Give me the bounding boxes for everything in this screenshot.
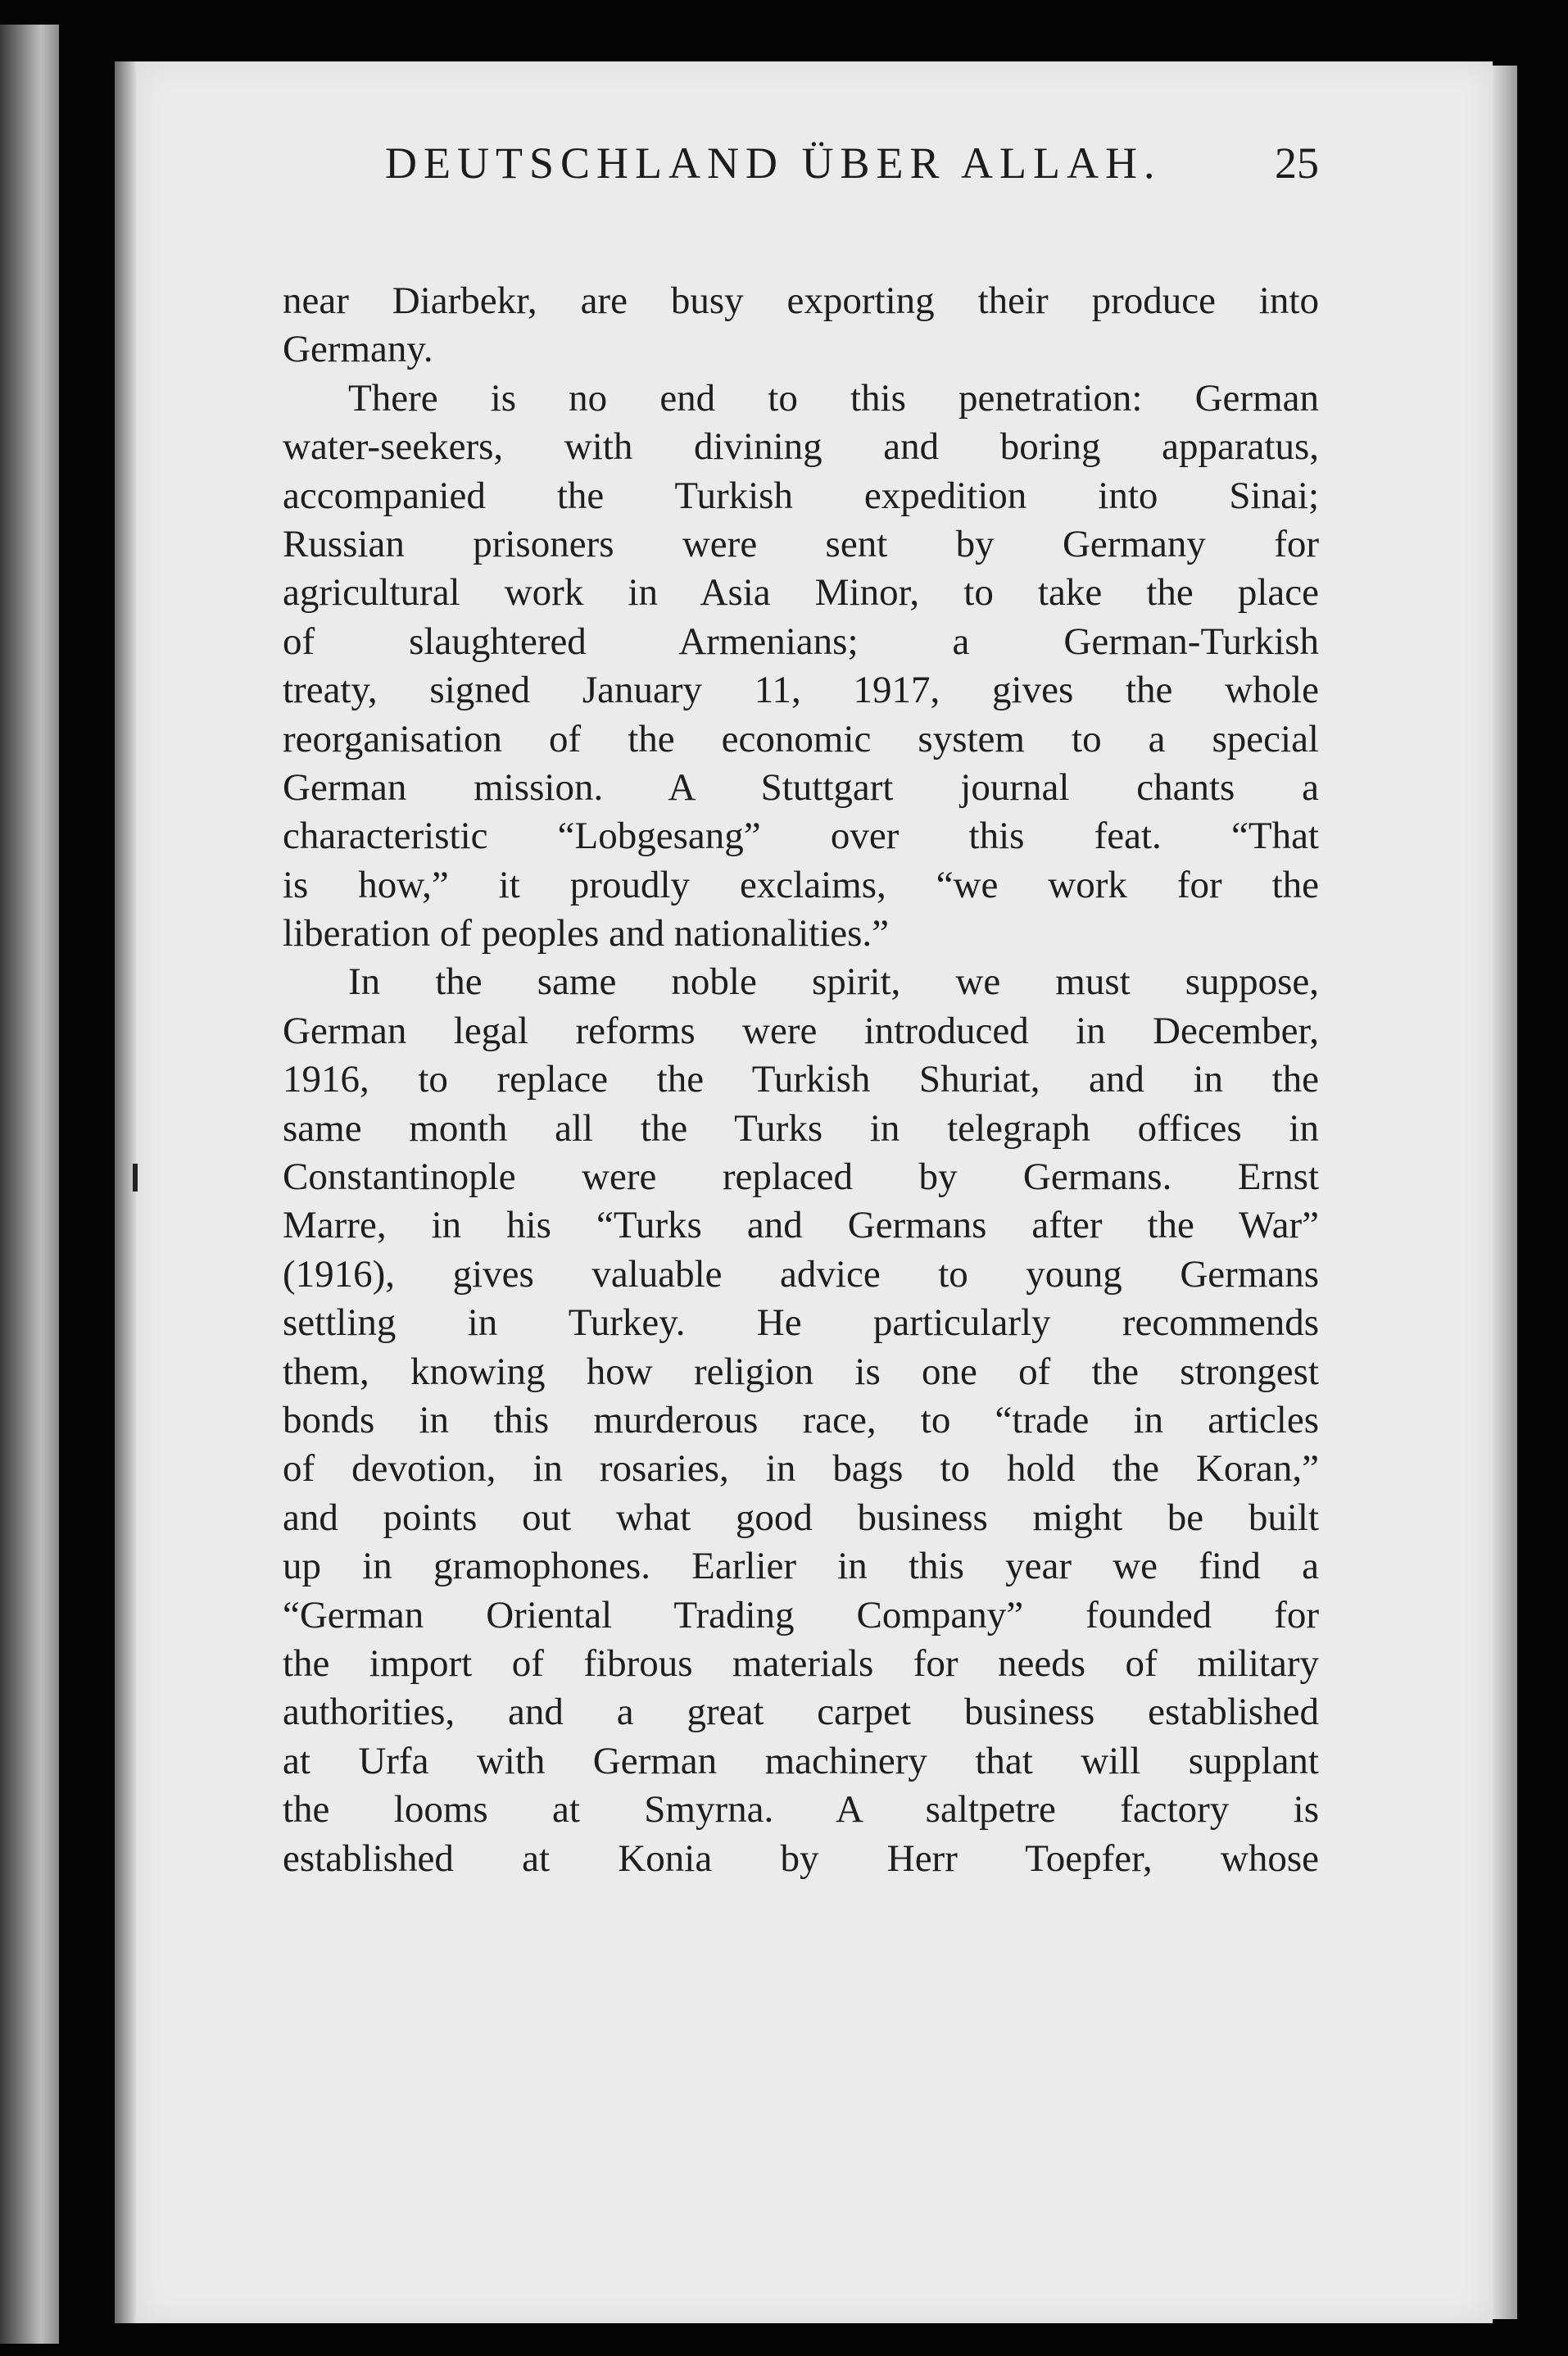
text-line: them, knowing how religion is one of the strongest	[283, 1350, 1319, 1393]
text-line: of devotion, in rosaries, in bags to hold the Koran,”	[283, 1447, 1319, 1491]
body-text	[283, 277, 1319, 1883]
running-title: DEUTSCHLAND ÜBER ALLAH.	[385, 138, 1162, 188]
text-line: characteristic “Lobgesang” over this feat. “That	[283, 815, 1319, 858]
text-line: is how,” it proudly exclaims, “we work for the	[283, 863, 1319, 906]
page-left-edge	[115, 61, 136, 2323]
text-line: Russian prisoners were sent by Germany for	[283, 522, 1319, 565]
page-number: 25	[1275, 138, 1319, 188]
text-line: German legal reforms were introduced in December,	[283, 1009, 1319, 1052]
text-line: accompanied the Turkish expedition into Sinai;	[283, 474, 1319, 517]
text-line: In the same noble spirit, we must suppose,	[348, 960, 1319, 1004]
text-line: “German Oriental Trading Company” founded for	[283, 1593, 1319, 1636]
page-right-edge	[1493, 66, 1517, 2319]
text-line: authorities, and a great carpet business established	[283, 1691, 1319, 1734]
text-line: treaty, signed January 11, 1917, gives the whole	[283, 669, 1319, 712]
text-line: Constantinople were replaced by Germans. Ernst	[283, 1155, 1319, 1199]
text-line: (1916), gives valuable advice to young Germans	[283, 1252, 1319, 1296]
text-line: of slaughtered Armenians; a German-Turkish	[283, 620, 1319, 663]
text-line: the import of fibrous materials for needs of military	[283, 1641, 1319, 1685]
page-header	[246, 138, 1319, 211]
text-line: same month all the Turks in telegraph offices in	[283, 1106, 1319, 1150]
text-line: settling in Turkey. He particularly recommends	[283, 1301, 1319, 1345]
text-line: Germany.	[283, 328, 433, 371]
text-line: water-seekers, with divining and boring apparatus,	[283, 425, 1319, 469]
text-line: German mission. A Stuttgart journal chants a	[283, 765, 1319, 809]
text-line: established at Konia by Herr Toepfer, whose	[283, 1836, 1319, 1880]
text-line: the looms at Smyrna. A saltpetre factory is	[283, 1788, 1319, 1832]
previous-page-edge	[0, 25, 59, 2344]
text-line: and points out what good business might be built	[283, 1496, 1319, 1539]
text-line: bonds in this murderous race, to “trade in articles	[283, 1398, 1319, 1441]
text-line: near Diarbekr, are busy exporting their produce into	[283, 279, 1319, 322]
text-line: liberation of peoples and nationalities.”	[283, 912, 890, 956]
text-line: up in gramophones. Earlier in this year we find a	[283, 1545, 1319, 1588]
text-line: reorganisation of the economic system to a special	[283, 717, 1319, 760]
text-line: Marre, in his “Turks and Germans after the War”	[283, 1204, 1319, 1247]
text-line: 1916, to replace the Turkish Shuriat, and in the	[283, 1058, 1319, 1101]
gutter-mark	[133, 1164, 138, 1192]
text-line: at Urfa with German machinery that will supplant	[283, 1739, 1319, 1782]
text-line: There is no end to this penetration: German	[348, 376, 1319, 420]
text-line: agricultural work in Asia Minor, to take the place	[283, 571, 1319, 615]
